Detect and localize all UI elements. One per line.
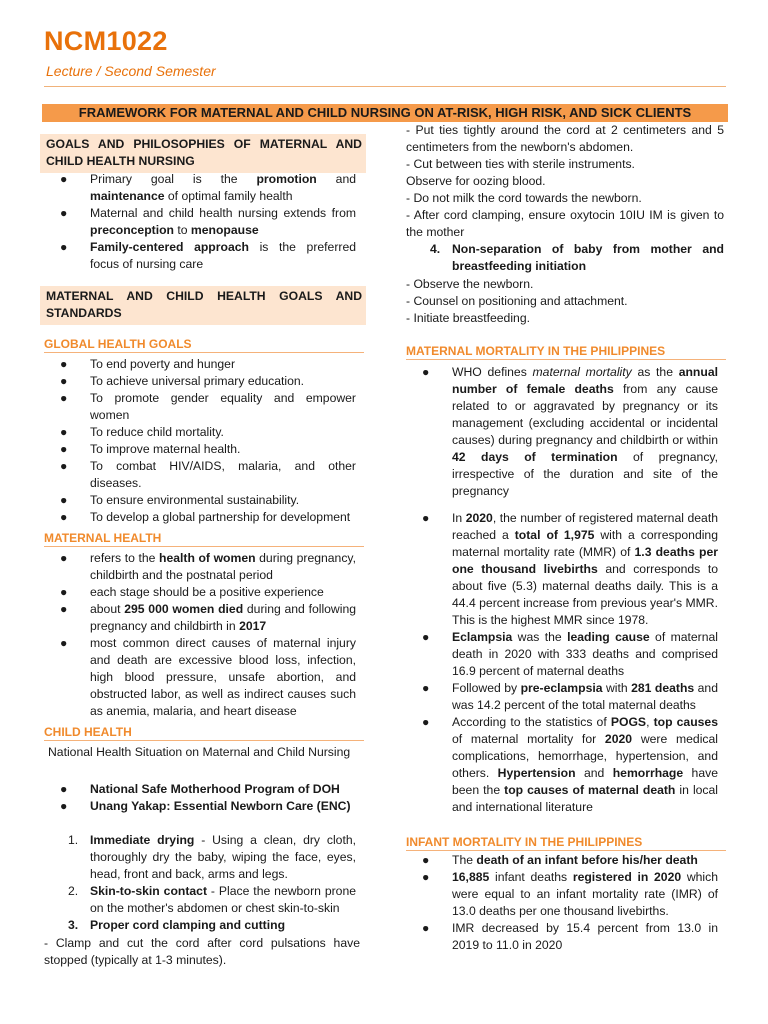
list-item: ● Primary goal is the promotion and maintenance of optimal family health [60,172,356,203]
text-line: - Do not milk the cord towards the newborn. [406,191,642,205]
list-item: ● Followed by pre-eclampsia with 281 deaths and was 14.2 percent of the total maternal deaths [422,681,718,712]
list-item: ● National Safe Motherhood Program of DOH [60,782,340,796]
infant-mortality-list [406,852,718,954]
list-item: ● To achieve universal primary education. [60,374,305,388]
list-item: 3. Proper cord clamping and cutting [68,918,286,932]
list-item: 2. Skin-to-skin contact - Place the newborn prone on the mother's abdomen or chest skin-to-skin [68,884,356,915]
header-divider [44,86,726,87]
goals-philosophies-heading: GOALS AND PHILOSOPHIES OF MATERNAL AND CHILD HEALTH NURSING [40,134,366,173]
text-line: - After cord clamping, ensure oxytocin 10IU IM is given to the mother [406,208,724,239]
goals-standards-heading: MATERNAL AND CHILD HEALTH GOALS AND STANDARDS [40,286,366,325]
list-item: ● Maternal and child health nursing extends from preconception to menopause [60,206,356,237]
cord-clamp-text: - Clamp and cut the cord after cord pulsations have stopped (typically at 1-3 minutes). [44,936,360,967]
list-item: ● To ensure environmental sustainability. [60,493,300,507]
list-item: ● WHO defines maternal mortality as the annual number of female deaths from any cause related to or aggravated by pregnancy or its management (excluding accidental or incidental causes) during pregnancy and childbirth or within 42 days of termination of pregnancy, irrespective of the duration and site of the pregnancy [422,365,718,498]
enc-step-4 [406,241,724,275]
text-line: - Observe the newborn. [406,277,534,291]
breastfeeding-steps [406,276,724,327]
list-item: 1. Immediate drying - Using a clean, dry cloth, thoroughly dry the baby, wiping the face, eyes, head, front and back, arms and legs. [68,833,356,881]
child-health-intro: National Health Situation on Maternal and Child Nursing [48,745,351,759]
text-line: - Counsel on positioning and attachment. [406,294,628,308]
list-item: ● most common direct causes of maternal injury and death are excessive blood loss, infection, high blood pressure, unsafe abortion, and obstructed labor, as well as indirect causes such as anemia, malaria, and heart disease [60,636,356,718]
list-item: ● According to the statistics of POGS, top causes of maternal mortality for 2020 were medical complications, hemorrhage, hypertension, and others. Hypertension and hemorrhage have been the top causes of maternal death in local and international literature [422,715,719,814]
list-item: ● To end poverty and hunger [60,357,235,371]
list-item: ● 16,885 infant deaths registered in 2020 which were equal to an infant mortality rate (IMR) of 13.0 deaths per one thousand livebirths. [422,870,718,918]
text-line: - Put ties tightly around the cord at 2 centimeters and 5 centimeters from the newborn's abdomen. [406,123,724,154]
maternal-mortality-list-2 [406,510,718,816]
enc-steps-list [44,832,356,934]
list-item: ● To promote gender equality and empower women [60,391,356,422]
global-goals-list [44,356,356,526]
maternal-mortality-list-1 [406,364,718,500]
list-item: 4. Non-separation of baby from mother and breastfeeding initiation [430,242,724,273]
list-item: ● IMR decreased by 15.4 percent from 13.0 in 2019 to 11.0 in 2020 [422,921,718,952]
list-item: ● To develop a global partnership for development [60,510,351,524]
list-item: ● To improve maternal health. [60,442,241,456]
semester-subtitle: Lecture / Second Semester [46,63,216,79]
list-item: ● each stage should be a positive experience [60,585,324,599]
global-health-goals-heading: GLOBAL HEALTH GOALS [44,337,364,353]
goals-list [44,171,356,273]
text-line: - Cut between ties with sterile instruments. [406,157,635,171]
list-item: ● The death of an infant before his/her death [422,853,698,867]
list-item: ● Unang Yakap: Essential Newborn Care (ENC) [60,799,351,813]
list-item: ● To reduce child mortality. [60,425,224,439]
list-item: ● In 2020, the number of registered maternal death reached a total of 1,975 with a corresponding maternal mortality rate (MMR) of 1.3 deaths per one thousand livebirths and corresponds to about five (5.3) maternal deaths daily. This is a 44.4 percent increase from previous year's MMR. This is the highest MMR since 1978. [422,511,718,627]
list-item: ● Eclampsia was the leading cause of maternal death in 2020 with 333 deaths and comprised 16.9 percent of maternal deaths [422,630,719,678]
list-item: ● Family-centered approach is the preferred focus of nursing care [60,240,356,271]
framework-banner: FRAMEWORK FOR MATERNAL AND CHILD NURSING ON AT-RISK, HIGH RISK, AND SICK CLIENTS [42,104,728,122]
list-item: ● about 295 000 women died during and following pregnancy and childbirth in 2017 [60,602,356,633]
course-code: NCM1022 [44,26,168,56]
maternal-health-list [44,550,356,720]
maternal-mortality-heading: MATERNAL MORTALITY IN THE PHILIPPINES [406,344,726,360]
child-health-bullets [44,781,356,815]
text-line: Observe for oozing blood. [406,174,546,188]
child-health-heading: CHILD HEALTH [44,725,364,741]
list-item: ● refers to the health of women during pregnancy, childbirth and the postnatal period [60,551,357,582]
cord-care-steps [406,122,724,241]
text-line: - Initiate breastfeeding. [406,311,530,325]
infant-mortality-heading: INFANT MORTALITY IN THE PHILIPPINES [406,835,726,851]
maternal-health-heading: MATERNAL HEALTH [44,531,364,547]
list-item: ● To combat HIV/AIDS, malaria, and other diseases. [60,459,356,490]
